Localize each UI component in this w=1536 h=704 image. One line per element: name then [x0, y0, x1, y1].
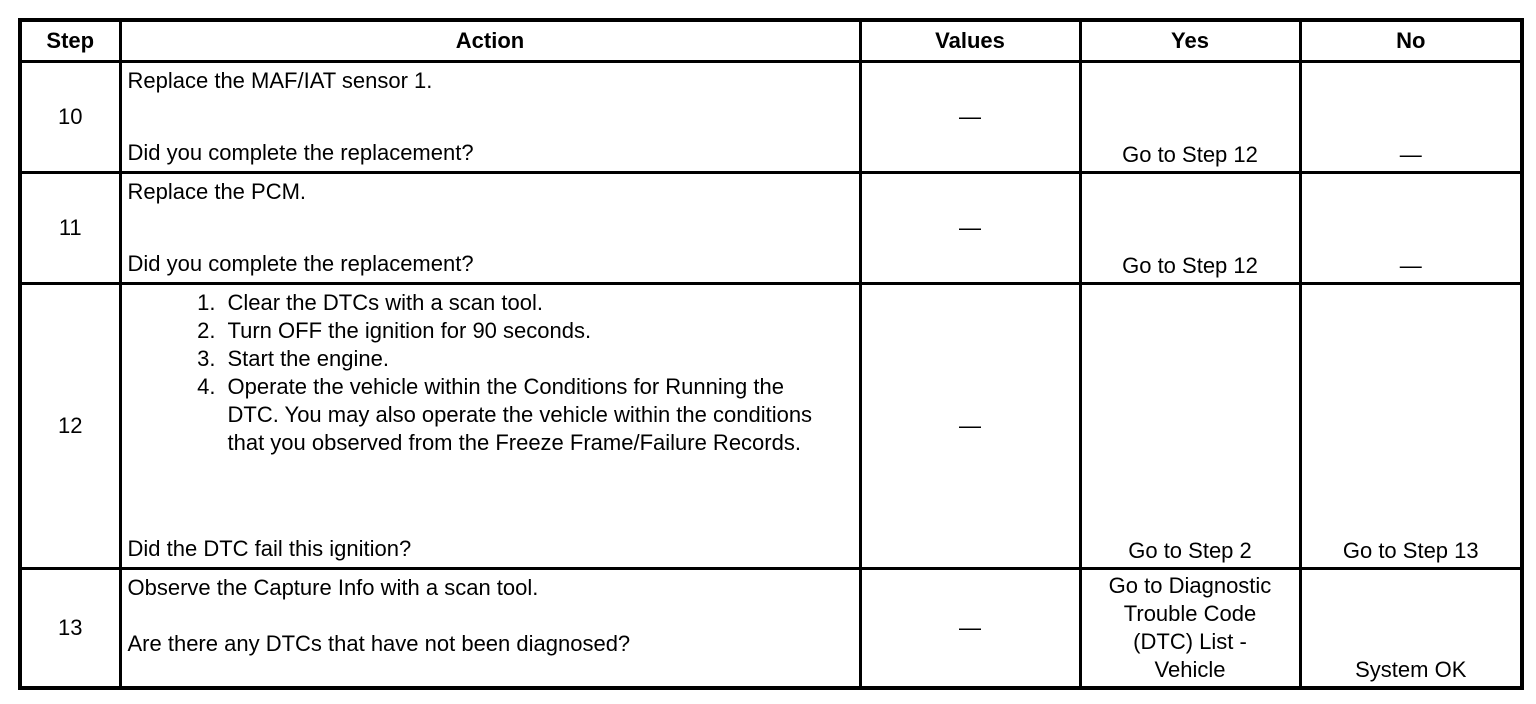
header-no: No: [1300, 20, 1522, 62]
table-row: [20, 569, 1522, 689]
values-cell: [860, 569, 1080, 689]
table-row: [20, 62, 1522, 173]
list-item: [128, 345, 853, 373]
header-action: Action: [120, 20, 860, 62]
no-cell: —: [1300, 173, 1522, 284]
list-item-number: 4.: [197, 374, 216, 399]
yes-cell: Go to Diagnostic Trouble Code (DTC) List - Vehicle: [1080, 569, 1300, 689]
values-text: —: [959, 104, 981, 129]
action-text: Observe the Capture Info with a scan tool.: [127, 575, 539, 600]
numbered-steps-list: [128, 289, 853, 457]
list-item-text: Operate the vehicle within the Conditions for Running the DTC. You may also operate the vehicle within the conditions that you observed from the Freeze Frame/Failure Records.: [227, 374, 813, 455]
values-cell: [860, 62, 1080, 173]
no-cell: —: [1300, 62, 1522, 173]
list-item-number: 2.: [197, 318, 216, 343]
list-item-text: Turn OFF the ignition for 90 seconds.: [227, 318, 592, 343]
values-text: —: [959, 615, 981, 640]
action-cell: [120, 173, 860, 284]
yes-cell: Go to Step 12: [1080, 62, 1300, 173]
action-question: Did you complete the replacement?: [127, 251, 474, 276]
list-item: [128, 289, 853, 317]
header-yes: Yes: [1080, 20, 1300, 62]
list-item-text: Start the engine.: [227, 346, 389, 371]
no-cell: System OK: [1300, 569, 1522, 689]
action-text: Replace the MAF/IAT sensor 1.: [127, 68, 433, 93]
header-row: [20, 20, 1522, 62]
table-row: [20, 173, 1522, 284]
action-question: Are there any DTCs that have not been diagnosed?: [127, 631, 631, 656]
list-item-number: 3.: [197, 346, 216, 371]
action-question: Did the DTC fail this ignition?: [127, 536, 412, 561]
list-item-number: 1.: [197, 290, 216, 315]
list-item-text: Clear the DTCs with a scan tool.: [227, 290, 543, 315]
diagnostic-table: [18, 18, 1524, 690]
action-cell: [120, 284, 860, 569]
header-values: Values: [860, 20, 1080, 62]
list-item: [128, 317, 853, 345]
table-row: [20, 284, 1522, 569]
list-item: [128, 373, 853, 457]
values-text: —: [959, 413, 981, 438]
action-question: Did you complete the replacement?: [127, 140, 474, 165]
values-cell: [860, 284, 1080, 569]
step-number: 10: [20, 62, 120, 173]
action-cell: [120, 569, 860, 689]
step-number: 11: [20, 173, 120, 284]
yes-cell: Go to Step 12: [1080, 173, 1300, 284]
step-number: 13: [20, 569, 120, 689]
action-text: Replace the PCM.: [127, 179, 307, 204]
step-number: 12: [20, 284, 120, 569]
no-cell: Go to Step 13: [1300, 284, 1522, 569]
header-step: Step: [20, 20, 120, 62]
action-cell: [120, 62, 860, 173]
yes-cell: Go to Step 2: [1080, 284, 1300, 569]
values-cell: [860, 173, 1080, 284]
values-text: —: [959, 215, 981, 240]
